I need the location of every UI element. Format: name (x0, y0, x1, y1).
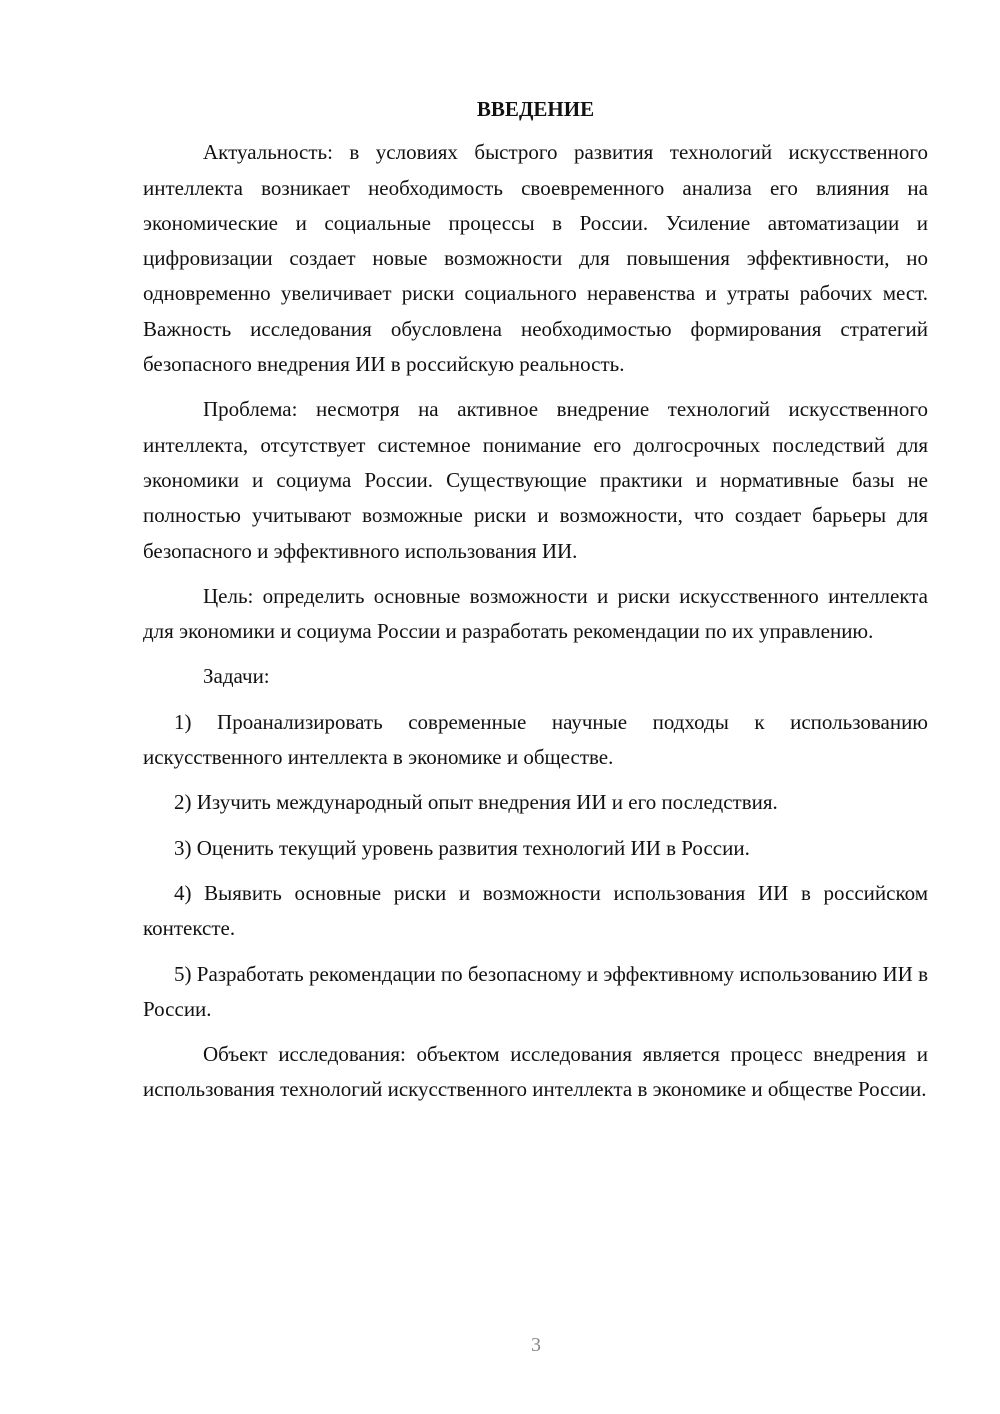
research-object-paragraph: Объект исследования: объектом исследования является процесс внедрения и использования технологий искусственного интеллекта в экономике и обществе России. (143, 1042, 928, 1102)
task-item-2: 2) Изучить международный опыт внедрения ИИ и его последствия. (174, 790, 778, 815)
task-item-5: 5) Разработать рекомендации по безопасному и эффективному использованию ИИ в России. (143, 961, 928, 1021)
page-number: 3 (531, 1334, 541, 1356)
task-item-1: 1) Проанализировать современные научные подходы к использованию искусственного интеллекта в экономике и обществе. (143, 709, 928, 770)
tasks-heading: Задачи: (203, 664, 270, 689)
task-item-4: 4) Выявить основные риски и возможности использования ИИ в российском контексте. (143, 880, 928, 941)
document-page (143, 92, 928, 1118)
task-item-3: 3) Оценить текущий уровень развития технологий ИИ в России. (174, 835, 750, 860)
relevance-paragraph: Актуальность: в условиях быстрого развития технологий искусственного интеллекта возникает необходимость своевременного анализа его влияния на экономические и социальные процессы в России. Усиление автоматизации и цифровизации создает новые возможности для повышения эффективности, но одновременно увеличивает риски социального неравенства и утраты рабочих мест. Важность исследования обусловлена необходимостью формирования стратегий безопасного внедрения ИИ в российскую реальность. (143, 140, 928, 377)
problem-paragraph: Проблема: несмотря на активное внедрение технологий искусственного интеллекта, отсутствует системное понимание его долгосрочных последствий для экономики и социума России. Существующие практики и нормативные базы не полностью учитывают возможные риски и возможности, что создает барьеры для безопасного и эффективного использования ИИ. (143, 397, 928, 563)
goal-paragraph: Цель: определить основные возможности и риски искусственного интеллекта для экономики и социума России и разработать рекомендации по их управлению. (143, 583, 928, 644)
section-title: ВВЕДЕНИЕ (476, 97, 595, 121)
